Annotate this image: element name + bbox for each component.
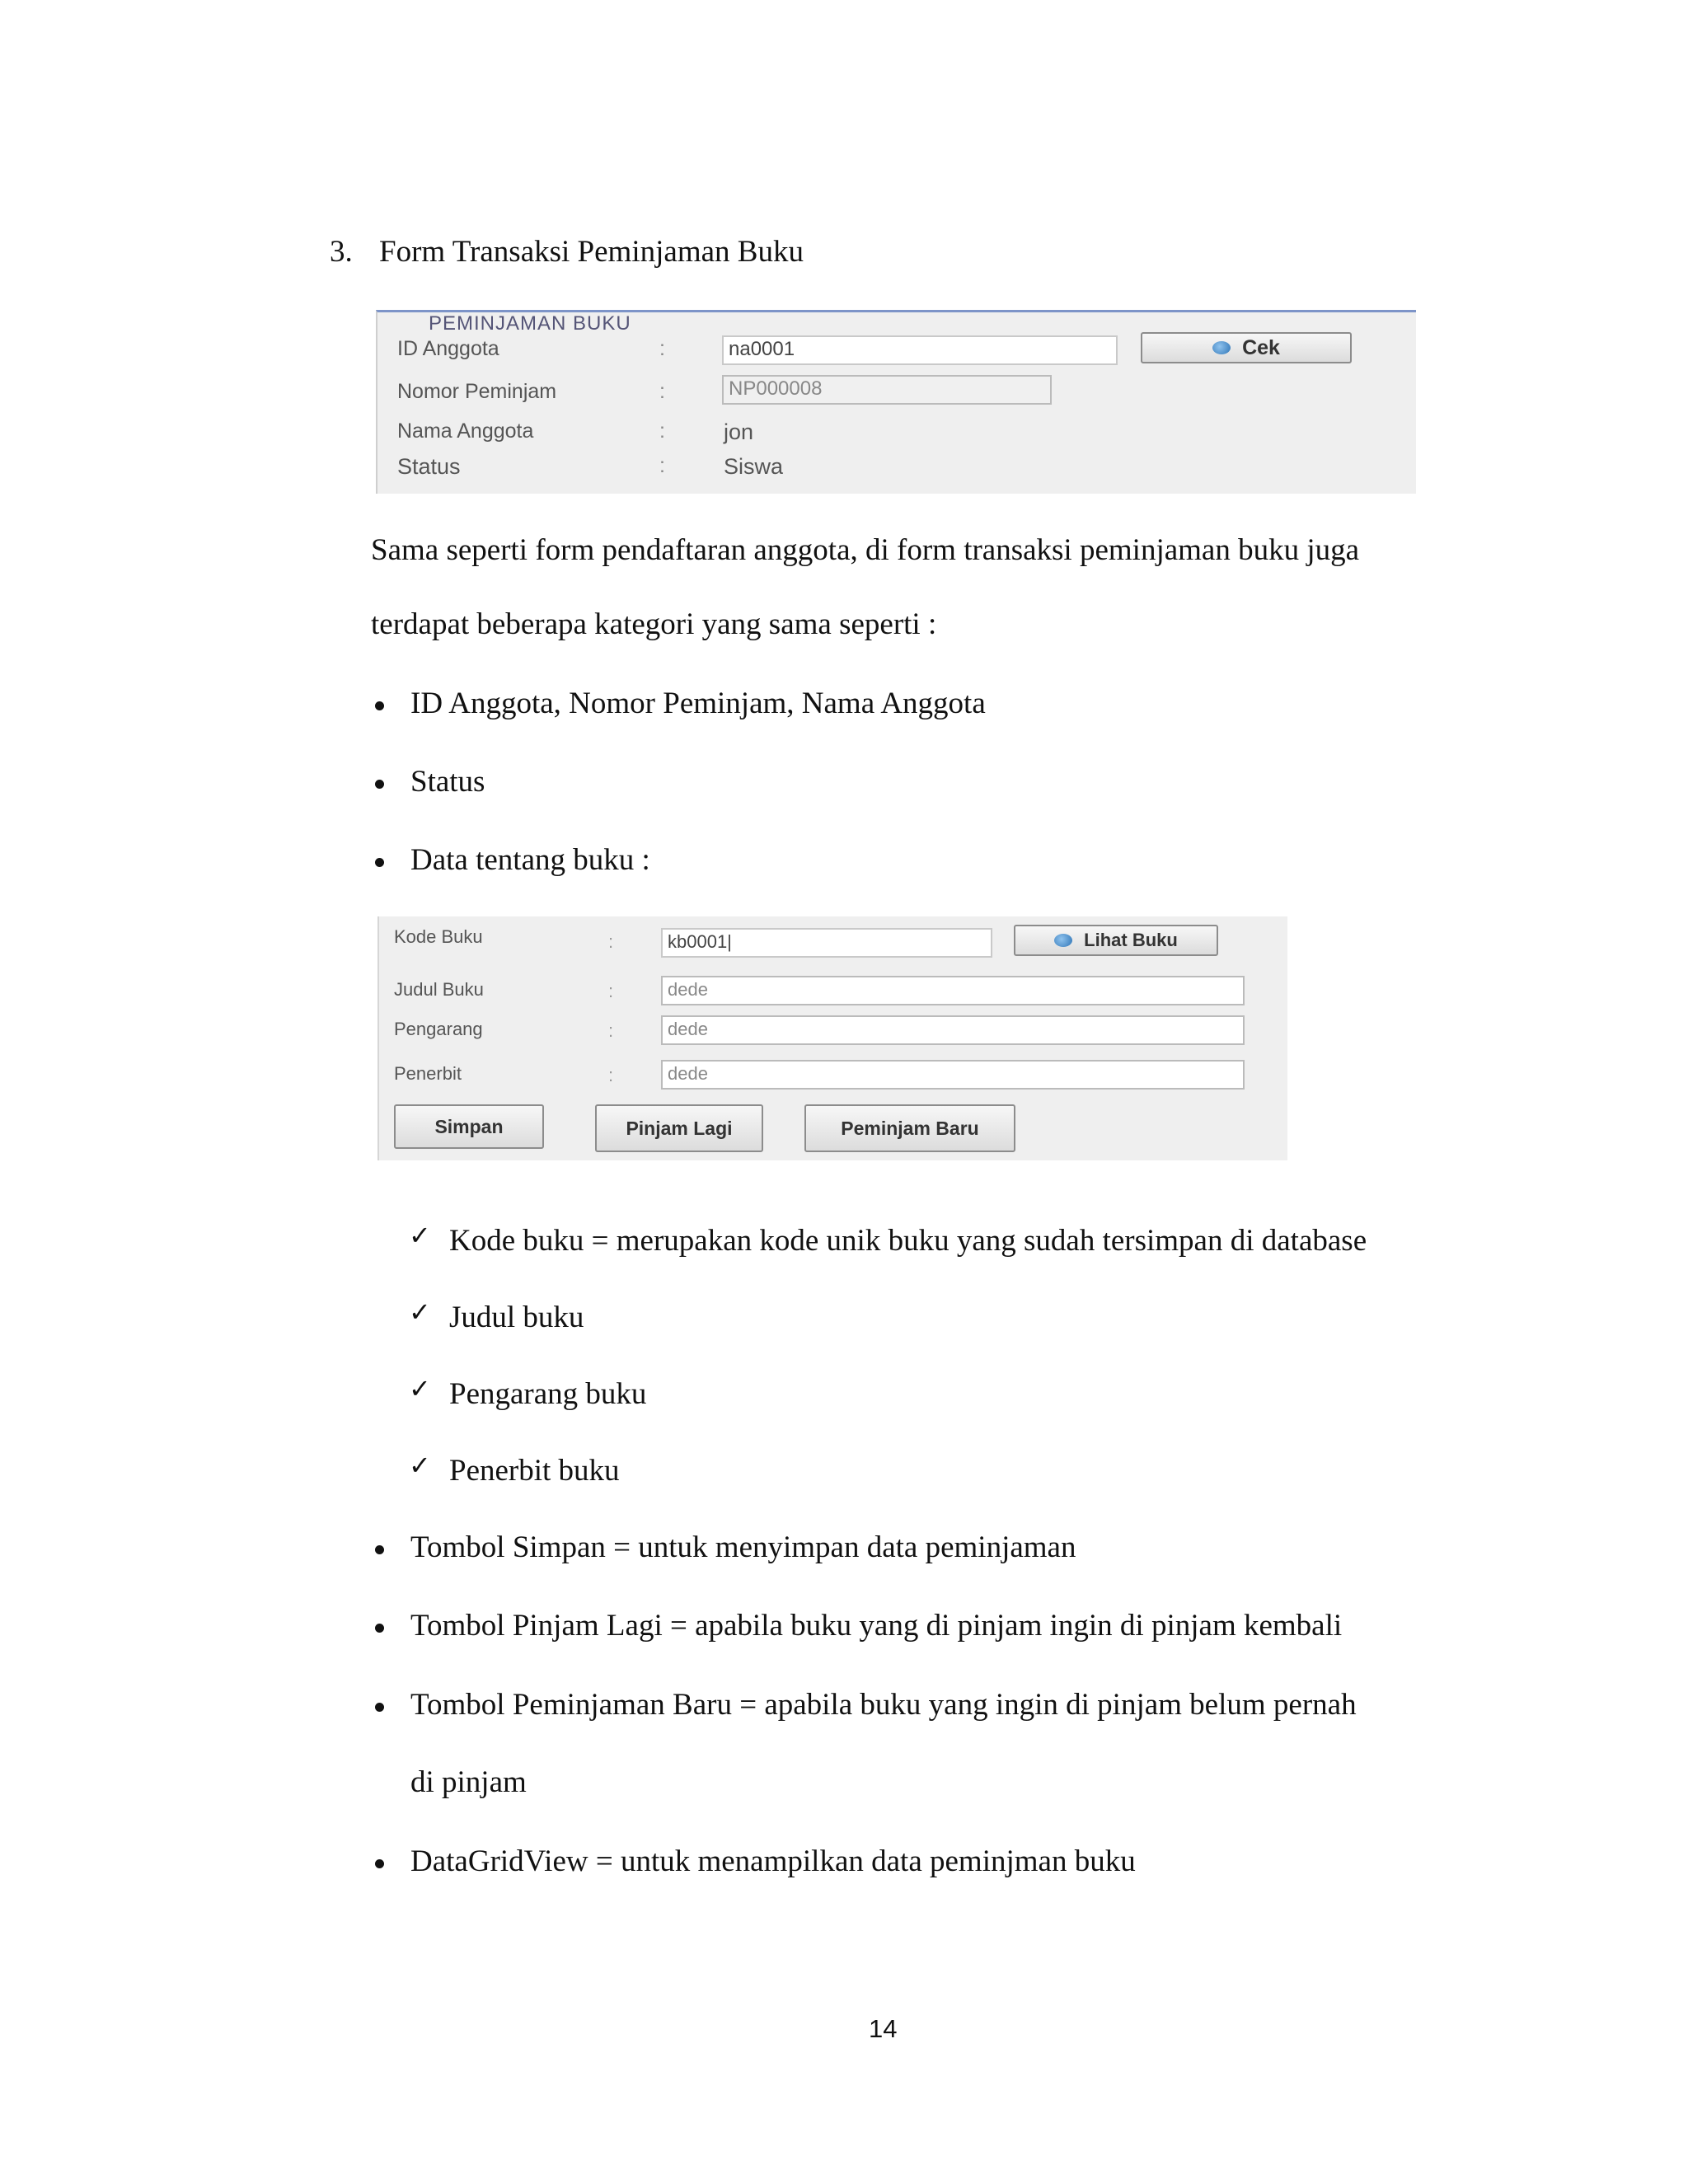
- check-item: Penerbit buku: [449, 1454, 620, 1488]
- paragraph-line-1: Sama seperti form pendaftaran anggota, di form transaksi peminjaman buku juga: [371, 533, 1360, 567]
- colon: :: [659, 337, 665, 360]
- bullet-dot: [375, 701, 384, 710]
- bullet-dot: [375, 1545, 384, 1554]
- section-number: 3.: [330, 235, 353, 269]
- paragraph-line-2: terdapat beberapa kategori yang sama seperti :: [371, 607, 937, 641]
- colon: :: [608, 1020, 614, 1041]
- check-icon: ✓: [409, 1450, 431, 1481]
- penerbit-input[interactable]: dede: [661, 1060, 1245, 1090]
- nama-anggota-label: Nama Anggota: [397, 419, 534, 443]
- id-anggota-label: ID Anggota: [397, 337, 499, 360]
- pinjam-lagi-button[interactable]: Pinjam Lagi: [595, 1104, 763, 1152]
- pengarang-label: Pengarang: [394, 1019, 483, 1039]
- check-icon: ✓: [409, 1220, 431, 1251]
- colon: :: [608, 1065, 614, 1085]
- bullet-dot: [375, 858, 384, 867]
- judul-buku-label: Judul Buku: [394, 979, 484, 1000]
- search-icon: [1212, 341, 1231, 354]
- bullet-dot: [375, 1624, 384, 1633]
- bullet-dot: [375, 780, 384, 789]
- colon: :: [659, 419, 665, 443]
- bullet-dot: [375, 1703, 384, 1712]
- group-title: PEMINJAMAN BUKU: [429, 312, 631, 335]
- check-item: Judul buku: [449, 1301, 584, 1334]
- bullet-item: Status: [410, 765, 485, 799]
- book-form-screenshot: [377, 916, 1287, 1160]
- lihat-buku-button-label: Lihat Buku: [1084, 930, 1178, 950]
- check-icon: ✓: [409, 1296, 431, 1328]
- colon: :: [659, 454, 665, 477]
- id-anggota-input[interactable]: na0001: [722, 335, 1118, 365]
- cek-button[interactable]: [1141, 332, 1352, 363]
- check-item: Pengarang buku: [449, 1377, 647, 1411]
- simpan-button[interactable]: Simpan: [394, 1104, 544, 1149]
- search-icon: [1054, 934, 1072, 947]
- check-icon: ✓: [409, 1373, 431, 1404]
- nomor-peminjam-input: NP000008: [722, 375, 1052, 405]
- colon: :: [608, 931, 614, 952]
- bullet-item: Tombol Pinjam Lagi = apabila buku yang di pinjam ingin di pinjam kembali: [410, 1609, 1343, 1643]
- judul-buku-input[interactable]: dede: [661, 976, 1245, 1005]
- nama-anggota-value: jon: [724, 419, 754, 444]
- lihat-buku-button[interactable]: [1014, 925, 1218, 956]
- kode-buku-input[interactable]: kb0001|: [661, 928, 992, 958]
- bullet-item: Data tentang buku :: [410, 843, 650, 877]
- status-label: Status: [397, 454, 461, 479]
- bullet-dot: [375, 1859, 384, 1868]
- bullet-item: Tombol Simpan = untuk menyimpan data peminjaman: [410, 1530, 1076, 1564]
- penerbit-label: Penerbit: [394, 1063, 462, 1084]
- section-title: Form Transaksi Peminjaman Buku: [379, 235, 804, 269]
- page-number: 14: [869, 2014, 898, 2043]
- peminjaman-form-screenshot: [376, 310, 1416, 494]
- colon: :: [659, 380, 665, 403]
- nomor-peminjam-label: Nomor Peminjam: [397, 380, 557, 403]
- bullet-item: DataGridView = untuk menampilkan data peminjman buku: [410, 1844, 1136, 1878]
- pengarang-input[interactable]: dede: [661, 1015, 1245, 1045]
- colon: :: [608, 981, 614, 1001]
- bullet-item: Tombol Peminjaman Baru = apabila buku yang ingin di pinjam belum pernah: [410, 1688, 1357, 1722]
- cek-button-label: Cek: [1242, 335, 1280, 359]
- bullet-item: ID Anggota, Nomor Peminjam, Nama Anggota: [410, 687, 986, 720]
- status-value: Siswa: [724, 454, 784, 479]
- kode-buku-label: Kode Buku: [394, 926, 483, 947]
- peminjam-baru-button[interactable]: Peminjam Baru: [804, 1104, 1015, 1152]
- bullet-continuation: di pinjam: [410, 1765, 527, 1799]
- check-item: Kode buku = merupakan kode unik buku yang sudah tersimpan di database: [449, 1224, 1367, 1258]
